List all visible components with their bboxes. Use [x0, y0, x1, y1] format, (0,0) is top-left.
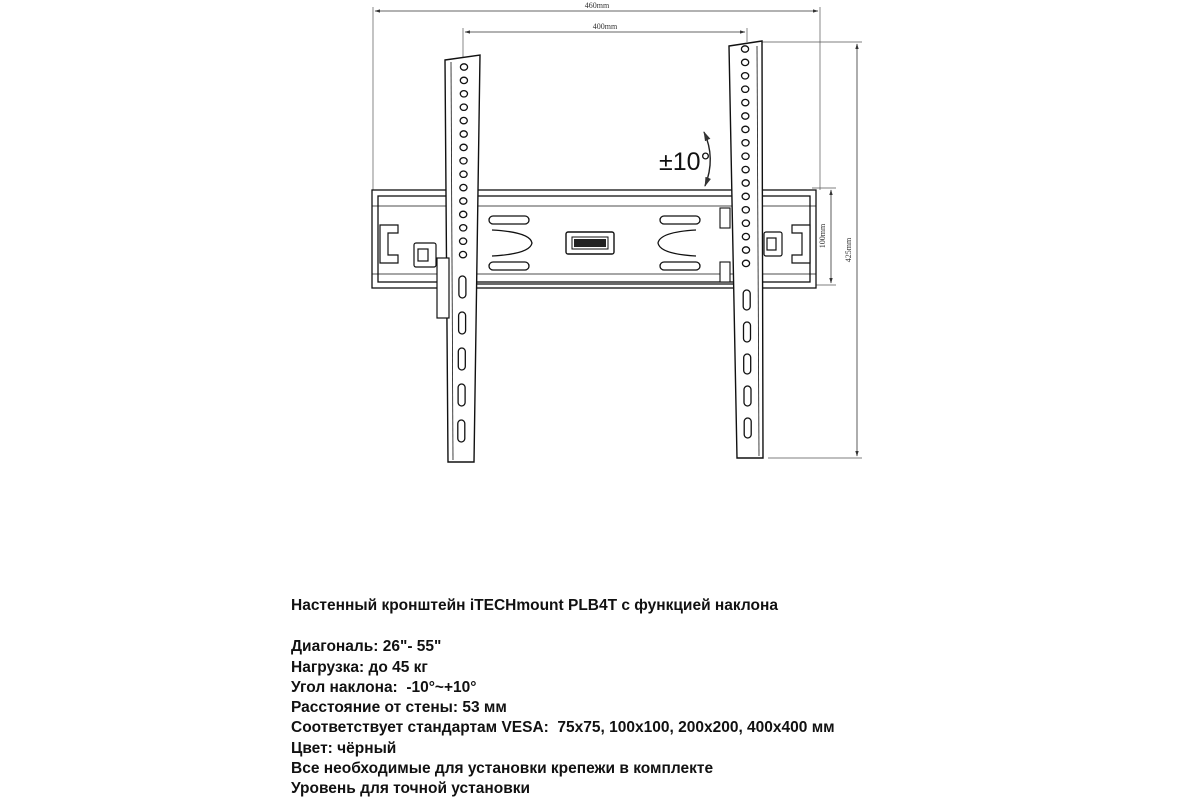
mounting-slot	[459, 276, 466, 298]
dim-label-400: 400mm	[592, 22, 618, 31]
mounting-slot	[458, 348, 465, 370]
spec-wall-distance: Расстояние от стены: 53 мм	[291, 699, 507, 717]
mounting-hole	[742, 86, 749, 92]
mounting-hole	[742, 180, 749, 186]
mounting-hole	[742, 126, 749, 132]
spec-tilt-angle: Угол наклона: -10°~+10°	[291, 678, 477, 696]
mounting-slot	[744, 322, 751, 342]
mounting-hole	[460, 211, 467, 217]
dim-label-460: 460mm	[584, 1, 610, 10]
spec-load: Нагрузка: до 45 кг	[291, 658, 428, 676]
mounting-hole	[742, 59, 749, 65]
mounting-hole	[742, 113, 749, 119]
mounting-slot	[458, 420, 465, 442]
product-spec-block	[291, 596, 1171, 800]
mounting-hole	[742, 207, 749, 213]
spec-list	[291, 637, 1171, 799]
mounting-hole	[742, 99, 749, 105]
dim-label-100: 100mm	[818, 223, 827, 249]
mounting-hole	[742, 166, 749, 172]
mounting-hole	[460, 171, 467, 177]
bubble-level	[566, 232, 614, 254]
mounting-hole	[460, 184, 467, 190]
spec-level: Уровень для точной установки	[291, 780, 531, 798]
spec-mounting-kit: Все необходимые для установки крепежи в комплекте	[291, 760, 714, 778]
mounting-hole	[460, 198, 467, 204]
mounting-slot	[459, 312, 466, 334]
mounting-hole	[742, 247, 749, 253]
spec-color: Цвет: чёрный	[291, 739, 397, 757]
mounting-hole	[742, 193, 749, 199]
product-title: Настенный кронштейн iTECHmount PLB4T с функцией наклона	[291, 597, 778, 614]
mounting-hole	[742, 220, 749, 226]
mounting-slot	[458, 384, 465, 406]
mounting-hole	[459, 251, 466, 257]
mounting-slot	[743, 290, 750, 310]
mounting-hole	[460, 131, 467, 137]
mounting-hole	[742, 73, 749, 79]
mounting-hole	[460, 77, 467, 83]
mounting-hole	[460, 64, 467, 70]
left-arm-holes	[459, 64, 467, 258]
mounting-hole	[460, 225, 467, 231]
mounting-hole	[742, 233, 749, 239]
tilt-label: ±10°	[659, 148, 711, 176]
mounting-slot	[744, 386, 751, 406]
mounting-slot	[744, 418, 751, 438]
tilt-indicator	[659, 132, 711, 186]
mounting-hole	[460, 158, 467, 164]
mounting-slot	[744, 354, 751, 374]
spec-vesa: Соответствует стандартам VESA: 75x75, 100x100, 200x200, 400x400 мм	[291, 719, 835, 737]
left-vertical-arm	[437, 55, 480, 462]
mounting-hole	[460, 91, 467, 97]
dimension-width-inner	[463, 22, 747, 60]
mounting-hole	[742, 140, 749, 146]
mounting-hole	[460, 238, 467, 244]
dim-label-425: 425mm	[844, 237, 853, 263]
spec-diagonal: Диагональ: 26"- 55"	[291, 638, 442, 656]
mounting-hole	[460, 144, 467, 150]
mounting-hole	[742, 260, 749, 266]
mounting-hole	[741, 46, 748, 52]
mounting-hole	[742, 153, 749, 159]
mounting-hole	[460, 104, 467, 110]
mounting-hole	[460, 117, 467, 123]
